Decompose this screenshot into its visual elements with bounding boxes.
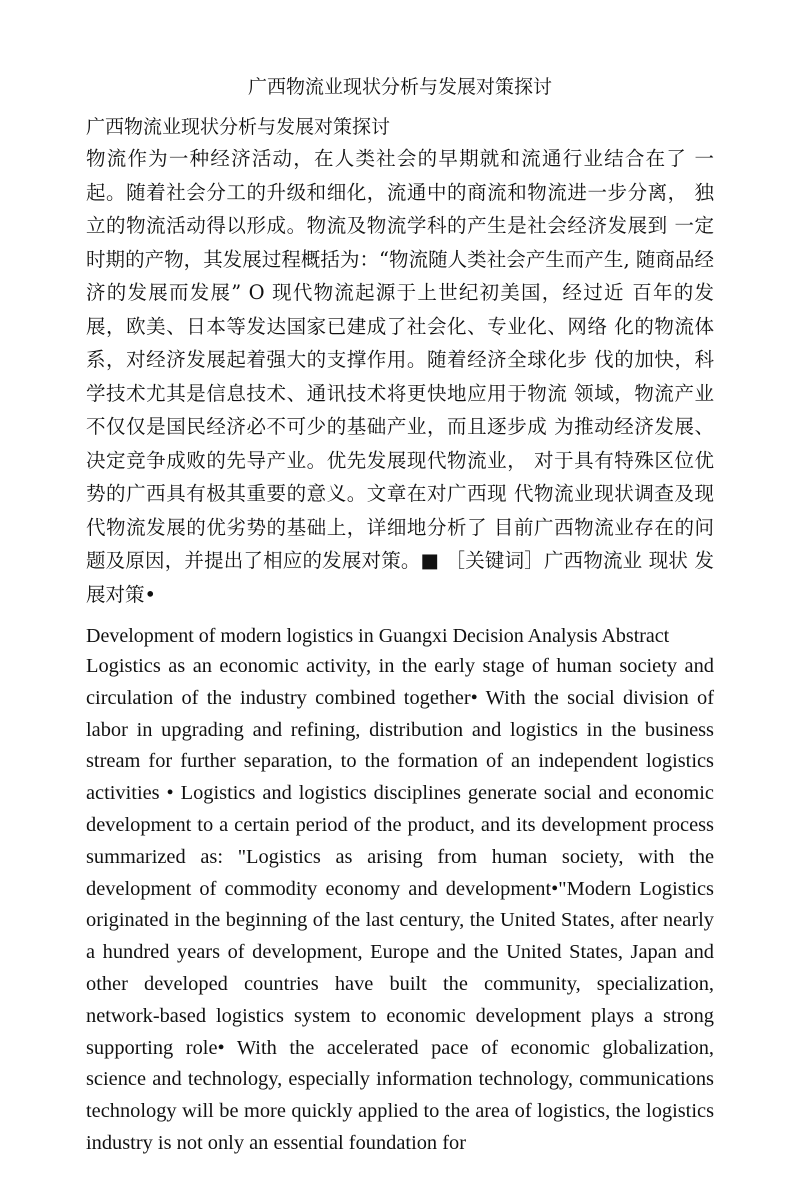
document-title: 广西物流业现状分析与发展对策探讨 xyxy=(247,76,552,98)
document-page xyxy=(86,72,714,1160)
english-abstract: Logistics as an economic activity, in the early stage of human society and circulation of the industry combined together• With the social division of labor in upgrading and refining, distribution and logistics in the business stream for further separation, to the formation of an independent logistics activities • Logistics and logistics disciplines generate social and economic development to a certain period of the product, and its development process summarized as: "Logistics as arising from human society, with the development of commodity economy and development•"Modern Logistics originated in the beginning of the last century, the United States, after nearly a hundred years of development, Europe and the United States, Japan and other developed countries have built the community, specialization, network-based logistics system to economic development plays a strong supporting role• With the accelerated pace of economic globalization, science and technology, especially information technology, communications technology will be more quickly applied to the area of logistics, the logistics industry is not only an essential foundation for xyxy=(86,655,714,1154)
english-title: Development of modern logistics in Guangxi Decision Analysis Abstract xyxy=(86,625,670,647)
document-subtitle: 广西物流业现状分析与发展对策探讨 xyxy=(86,116,391,138)
chinese-abstract: 物流作为一种经济活动，在人类社会的早期就和流通行业结合在了 一 起。随着社会分工的升级和细化，流通中的商流和物流进一步分离， 独立的物流活动得以形成。物流及物流学科的产生是社会经济发展到 一定时期的产物，其发展过程概括为：“物流随人类社会产生而产生, 随商品经济的发展而发展” O 现代物流起源于上世纪初美国，经过近 百年的发展，欧美、日本等发达国家已建成了社会化、专业化、网络 化的物流体系，对经济发展起着强大的支撑作用。随着经济全球化步 伐的加快，科学技术尤其是信息技术、通讯技术将更快地应用于物流 领域，物流产业不仅仅是国民经济必不可少的基础产业，而且逐步成 为推动经济发展、决定竞争成败的先导产业。优先发展现代物流业， 对于具有特殊区位优势的广西具有极其重要的意义。文章在对广西现 代物流业现状调查及现代物流发展的优劣势的基础上，详细地分析了 目前广西物流业存在的问题及原因，并提出了相应的发展对策。■ ［关键词］广西物流业 现状 发展对策• xyxy=(86,147,714,606)
